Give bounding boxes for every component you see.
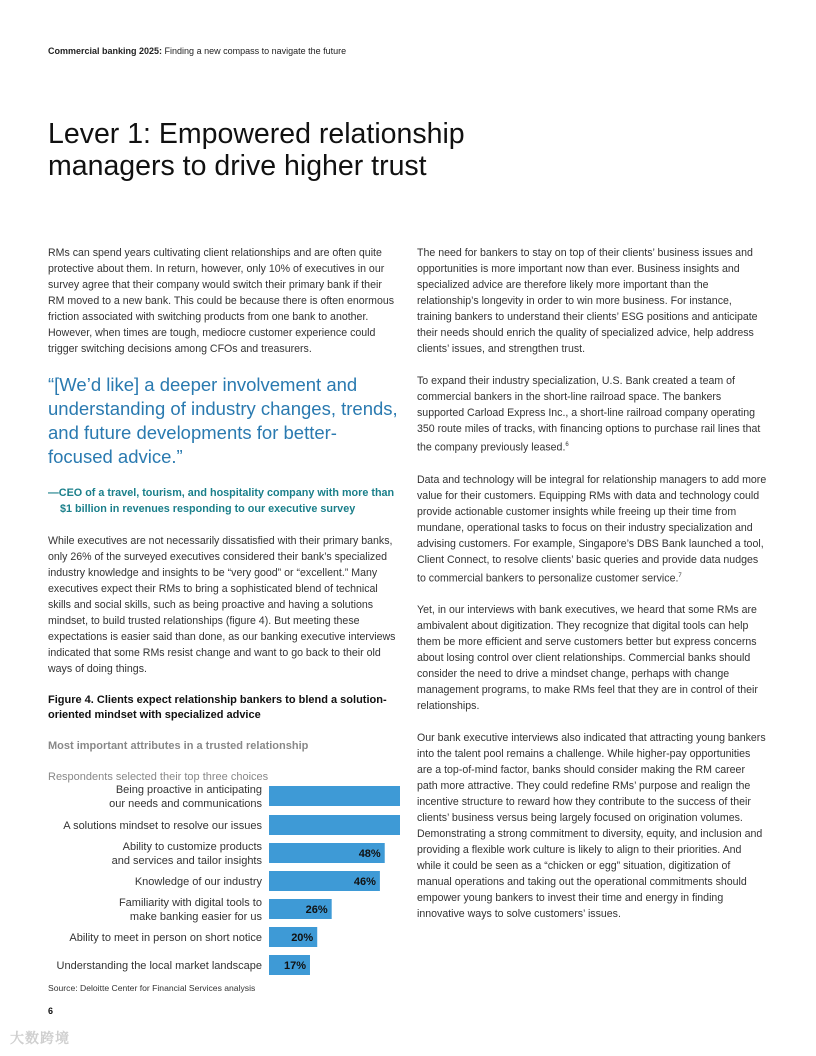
category-label-line: Ability to customize products — [122, 841, 262, 853]
category-label-line: Familiarity with digital tools to — [118, 897, 262, 909]
footnote-ref-7: 7 — [678, 572, 682, 579]
pull-quote: “[We’d like] a deeper involvement and understanding of industry changes, trends, and future developments for better-focused advice.” — [48, 374, 398, 467]
category-label — [69, 932, 262, 944]
category-label — [63, 820, 262, 832]
category-label-line: A solutions mindset to resolve our issues — [63, 820, 262, 832]
category-label-line: our needs and communications — [109, 798, 262, 810]
figure-title: Figure 4. Clients expect relationship bankers to blend a solution-oriented mindset with specialized advice — [48, 694, 387, 721]
category-label-line: make banking easier for us — [129, 911, 262, 923]
bar — [269, 786, 400, 806]
right-paragraph-4: Yet, in our interviews with bank executives, we heard that some RMs are ambivalent about digitization. They recognize that digital tools can help them be more efficient and serve customers better but express concerns about losing control over client relationships. Commercial banks should consider the need to drive a mindset change, perhaps with change management programs, to make RMs feel that they are in control of their relationships. — [417, 604, 758, 713]
right-paragraph-3-text: Data and technology will be integral for relationship managers to add more value for their customers. Equipping RMs with data and technology could provide actionable customer insights while freeing up their time from mundane, operational tasks to focus on their industry specialization and advising customers. For example, Singapore’s DBS Bank launched a tool, Client Connect, to resolve clients’ basic queries and provide data nudges to commercial bankers to personalize customer service. — [417, 473, 767, 585]
category-label — [135, 876, 263, 888]
figure-subtitle: Most important attributes in a trusted relationship — [48, 740, 309, 752]
bar-value-label: 17% — [283, 960, 306, 972]
right-paragraph-5: Our bank executive interviews also indicated that attracting young bankers into the talent pool remains a challenge. While higher-pay opportunities are a top-of-mind factor, banks should consider making the RM career path more attractive. They could redefine RMs’ purpose and realign the incentive structure to reward how they contribute to the success of their clients’ business versus being largely focused on origination volumes. Demonstrating a strong commitment to diversity, equity, and inclusion and providing a flexible work culture is likely to align to their priorities. And while it could be seen as a “chicken or egg” situation, digitization of manual operations and taking out the operational commitments should empower young bankers to invest their time and energy in finding innovative ways to solve customers’ issues. — [417, 732, 766, 921]
watermark-logo: 大数跨境 — [10, 1030, 70, 1046]
running-header — [48, 46, 346, 56]
category-label — [57, 960, 262, 972]
left-column — [48, 245, 400, 801]
right-paragraph-2 — [417, 373, 767, 456]
right-paragraph-1: The need for bankers to stay on top of their clients’ business issues and opportunities is more important now than ever. Business insights and specialized advice are therefore likely more important than the relationship’s longevity in order to win more business. For instance, training bankers to understand their clients’ ESG positions and anticipate their needs should enrich the quality of specialized advice, help address clients’ issues, and strengthen trust. — [417, 247, 758, 355]
category-label-line: Understanding the local market landscape — [56, 960, 262, 972]
bar-chart — [48, 780, 400, 980]
category-label — [119, 897, 263, 923]
bar-value-label: 26% — [305, 904, 328, 916]
figure-source: Source: Deloitte Center for Financial Services analysis — [48, 983, 256, 993]
left-paragraph-2: While executives are not necessarily dissatisfied with their primary banks, only 26% of the surveyed executives considered their bank’s specialized industry knowledge and insights to be “very good” or “excellent.” Many executives expect their RMs to bring a sophisticated blend of technical skills and social skills, such as being proactive and having a solutions mindset, to build trusted relationships (figure 4). But meeting these expectations is easier said than done, as our banking executive interviews indicated that some RMs resist change and want to go back to their old ways of doing things. — [48, 535, 396, 675]
category-label-line: Ability to meet in person on short notice — [69, 932, 262, 944]
quote-attribution: —CEO of a travel, tourism, and hospitality company with more than $1 billion in revenues responding to our executive survey — [48, 487, 395, 515]
category-label-line: Knowledge of our industry — [134, 876, 262, 888]
right-column — [417, 245, 767, 938]
bar-value-label: 20% — [291, 932, 314, 944]
left-paragraph-1: RMs can spend years cultivating client relationships and are often quite protective about them. In return, however, only 10% of executives in our survey agree that their company would switch their primary bank if their RM moved to a new bank. This could be because there is often enormous friction associated with switching products from one bank to another. However, when times are tough, mediocre customer experience could trigger switching decisions among CFOs and treasurers. — [48, 247, 395, 355]
header-bold: Commercial banking 2025: — [48, 46, 163, 56]
header-subtitle: Finding a new compass to navigate the future — [162, 46, 347, 56]
bar — [269, 815, 400, 835]
page-number: 6 — [48, 1006, 54, 1016]
category-label — [109, 784, 262, 810]
category-label-line: and services and tailor insights — [111, 855, 262, 867]
bar-value-label: 48% — [358, 848, 381, 860]
footnote-ref-6: 6 — [565, 442, 569, 448]
category-label — [112, 841, 263, 867]
figure-subtitle-2: Respondents selected their top three choices — [48, 771, 269, 783]
right-paragraph-3 — [417, 472, 767, 587]
right-paragraph-2-text: To expand their industry specialization, U.S. Bank created a team of commercial bankers in the short-line railroad space. The bankers supported Carload Express Inc., a short-line railroad company operating 350 route miles of tracks, with financing options to purchase rail lines that the company previously leased. — [417, 375, 761, 454]
category-label-line: Being proactive in anticipating — [115, 784, 262, 796]
page-title: Lever 1: Empowered relationship managers to drive higher trust — [48, 118, 465, 182]
bar-value-label: 46% — [353, 876, 376, 888]
